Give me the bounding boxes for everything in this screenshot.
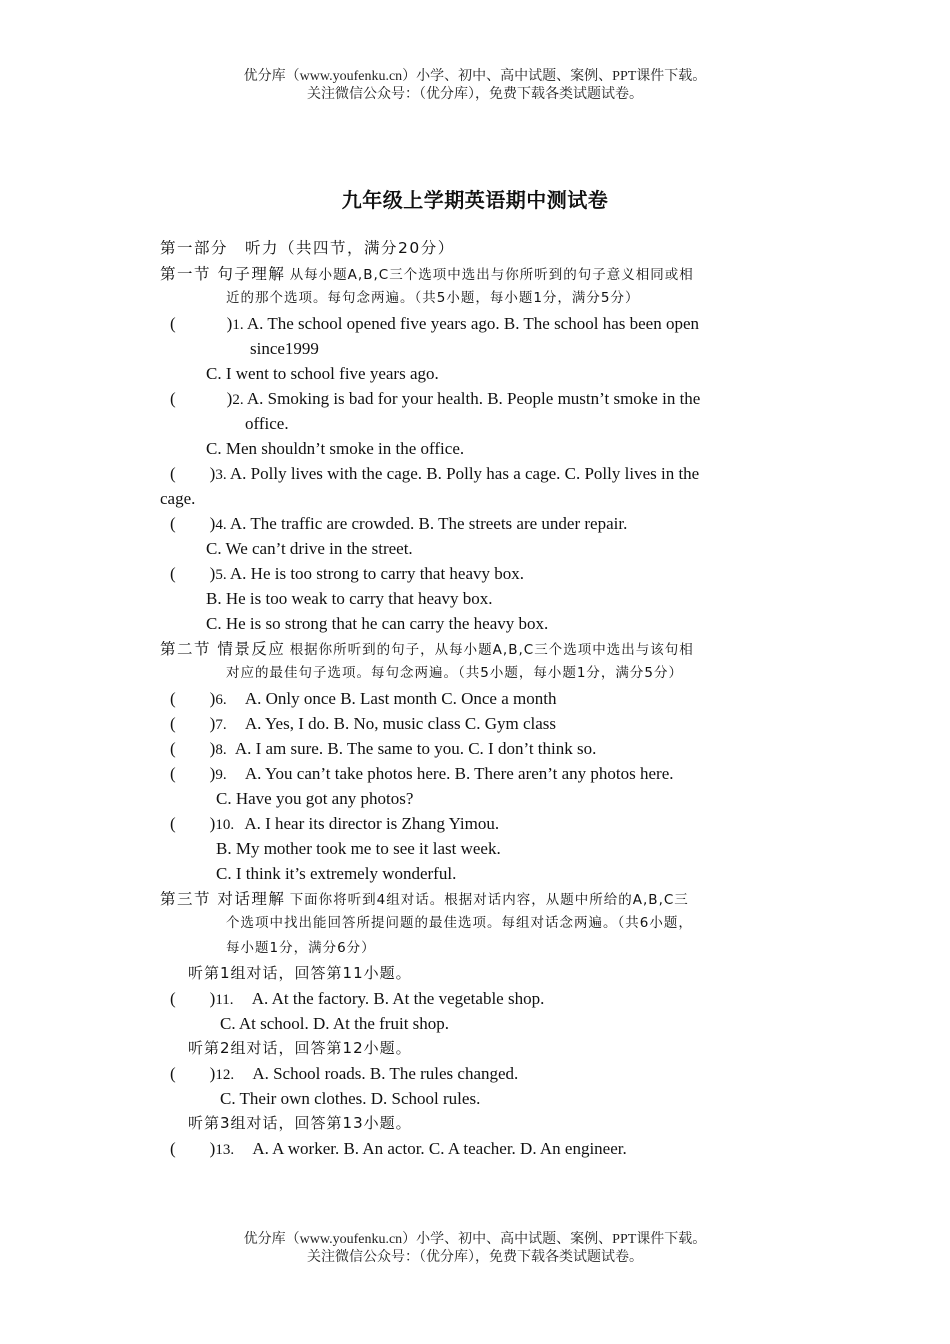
question-2-continuation: office. bbox=[245, 414, 289, 433]
question-number: 2. bbox=[232, 392, 244, 408]
question-4 bbox=[160, 511, 792, 536]
question-number: 12. bbox=[215, 1067, 235, 1083]
answer-paren[interactable]: ( ) bbox=[170, 714, 216, 733]
question-options: A. A worker. B. An actor. C. A teacher. D. An engineer. bbox=[252, 1139, 627, 1158]
question-10-option-b: B. My mother took me to see it last week. bbox=[216, 839, 501, 858]
question-number: 9. bbox=[215, 767, 227, 783]
sec3-instruction-3: 每小题1分，满分6分） bbox=[226, 940, 376, 956]
question-1 bbox=[160, 311, 792, 336]
group-1-prompt: 听第1组对话，回答第11小题。 bbox=[188, 964, 412, 982]
sec1-name: 第一节 句子理解 bbox=[160, 265, 286, 283]
question-options: A. At the factory. B. At the vegetable shop. bbox=[251, 989, 545, 1008]
question-number: 11. bbox=[215, 992, 234, 1008]
question-number: 1. bbox=[232, 317, 244, 333]
question-1-option-c: C. I went to school five years ago. bbox=[206, 364, 439, 383]
answer-paren[interactable]: ( ) bbox=[170, 1064, 216, 1083]
question-options: A. Yes, I do. B. No, music class C. Gym class bbox=[244, 714, 557, 733]
answer-paren[interactable]: ( ) bbox=[170, 689, 216, 708]
question-2 bbox=[160, 386, 792, 411]
sec3-heading bbox=[160, 886, 792, 911]
sec3-name: 第三节 对话理解 bbox=[160, 890, 286, 908]
question-8 bbox=[160, 736, 792, 761]
sec1-heading bbox=[160, 261, 792, 286]
question-10 bbox=[160, 811, 792, 836]
part1-heading: 第一部分 听力（共四节，满分20分） bbox=[160, 239, 455, 257]
sec3-instruction-2: 个选项中找出能回答所提问题的最佳选项。每组对话念两遍。（共6小题， bbox=[226, 915, 693, 931]
footer-line-2: 关注微信公众号：（优分库），免费下载各类试题试卷。 bbox=[307, 1250, 643, 1265]
question-5-option-b: B. He is too weak to carry that heavy box. bbox=[206, 589, 493, 608]
question-options: A. Only once B. Last month C. Once a month bbox=[244, 689, 557, 708]
answer-paren[interactable]: ( ) bbox=[170, 514, 216, 533]
question-options: A. I hear its director is Zhang Yimou. bbox=[244, 814, 500, 833]
sec2-heading bbox=[160, 636, 792, 661]
page-title: 九年级上学期英语期中测试卷 bbox=[341, 188, 609, 212]
question-11-options-cd: C. At school. D. At the fruit shop. bbox=[220, 1014, 450, 1033]
page-header bbox=[0, 68, 950, 104]
question-number: 10. bbox=[215, 817, 235, 833]
question-6 bbox=[160, 686, 792, 711]
sec2-instruction-2: 对应的最佳句子选项。每句念两遍。（共5小题，每小题1分，满分5分） bbox=[226, 665, 684, 681]
exam-content bbox=[160, 236, 792, 1161]
footer-line-1: 优分库（www.youfenku.cn）小学、初中、高中试题、案例、PPT课件下载。 bbox=[243, 1232, 707, 1247]
question-5 bbox=[160, 561, 792, 586]
question-number: 8. bbox=[215, 742, 227, 758]
question-options: A. I am sure. B. The same to you. C. I don’t think so. bbox=[234, 739, 597, 758]
answer-paren[interactable]: ( ) bbox=[170, 739, 216, 758]
question-3 bbox=[160, 461, 792, 486]
question-number: 7. bbox=[215, 717, 227, 733]
question-options: A. Smoking is bad for your health. B. People mustn’t smoke in the bbox=[246, 389, 701, 408]
question-number: 13. bbox=[215, 1142, 235, 1158]
question-5-option-c: C. He is so strong that he can carry the heavy box. bbox=[206, 614, 549, 633]
sec3-instruction-1: 下面你将听到4组对话。根据对话内容，从题中所给的A,B,C三 bbox=[289, 892, 689, 908]
sec2-instruction-1: 根据你所听到的句子，从每小题A,B,C三个选项中选出与该句相 bbox=[289, 642, 694, 658]
question-number: 4. bbox=[215, 517, 227, 533]
question-12 bbox=[160, 1061, 792, 1086]
question-number: 6. bbox=[215, 692, 227, 708]
question-number: 5. bbox=[215, 567, 227, 583]
answer-paren[interactable]: ( ) bbox=[170, 389, 233, 408]
sec1-instruction-1: 从每小题A,B,C三个选项中选出与你所听到的句子意义相同或相 bbox=[289, 267, 694, 283]
question-2-option-c: C. Men shouldn’t smoke in the office. bbox=[206, 439, 465, 458]
question-12-options-cd: C. Their own clothes. D. School rules. bbox=[220, 1089, 481, 1108]
group-3-prompt: 听第3组对话，回答第13小题。 bbox=[188, 1114, 412, 1132]
sec2-name: 第二节 情景反应 bbox=[160, 640, 286, 658]
answer-paren[interactable]: ( ) bbox=[170, 989, 216, 1008]
answer-paren[interactable]: ( ) bbox=[170, 764, 216, 783]
answer-paren[interactable]: ( ) bbox=[170, 464, 216, 483]
question-7 bbox=[160, 711, 792, 736]
page-footer bbox=[0, 1231, 950, 1267]
header-line-1: 优分库（www.youfenku.cn）小学、初中、高中试题、案例、PPT课件下载。 bbox=[243, 69, 707, 84]
question-number: 3. bbox=[215, 467, 227, 483]
question-3-continuation: cage. bbox=[160, 489, 196, 508]
question-11 bbox=[160, 986, 792, 1011]
question-options: A. You can’t take photos here. B. There aren’t any photos here. bbox=[244, 764, 674, 783]
answer-paren[interactable]: ( ) bbox=[170, 564, 216, 583]
header-line-2: 关注微信公众号：（优分库），免费下载各类试题试卷。 bbox=[307, 87, 643, 102]
answer-paren[interactable]: ( ) bbox=[170, 314, 233, 333]
question-options: A. Polly lives with the cage. B. Polly has a cage. C. Polly lives in the bbox=[229, 464, 700, 483]
question-9 bbox=[160, 761, 792, 786]
question-9-option-c: C. Have you got any photos? bbox=[216, 789, 414, 808]
question-options: A. The traffic are crowded. B. The streets are under repair. bbox=[229, 514, 628, 533]
question-13 bbox=[160, 1136, 792, 1161]
question-options: A. School roads. B. The rules changed. bbox=[252, 1064, 519, 1083]
question-options: A. The school opened five years ago. B. The school has been open bbox=[246, 314, 700, 333]
question-4-option-c: C. We can’t drive in the street. bbox=[206, 539, 413, 558]
question-1-continuation: since1999 bbox=[250, 339, 319, 358]
answer-paren[interactable]: ( ) bbox=[170, 814, 216, 833]
question-10-option-c: C. I think it’s extremely wonderful. bbox=[216, 864, 457, 883]
sec1-instruction-2: 近的那个选项。每句念两遍。（共5小题，每小题1分，满分5分） bbox=[226, 290, 640, 306]
answer-paren[interactable]: ( ) bbox=[170, 1139, 216, 1158]
question-options: A. He is too strong to carry that heavy box. bbox=[229, 564, 525, 583]
group-2-prompt: 听第2组对话，回答第12小题。 bbox=[188, 1039, 412, 1057]
